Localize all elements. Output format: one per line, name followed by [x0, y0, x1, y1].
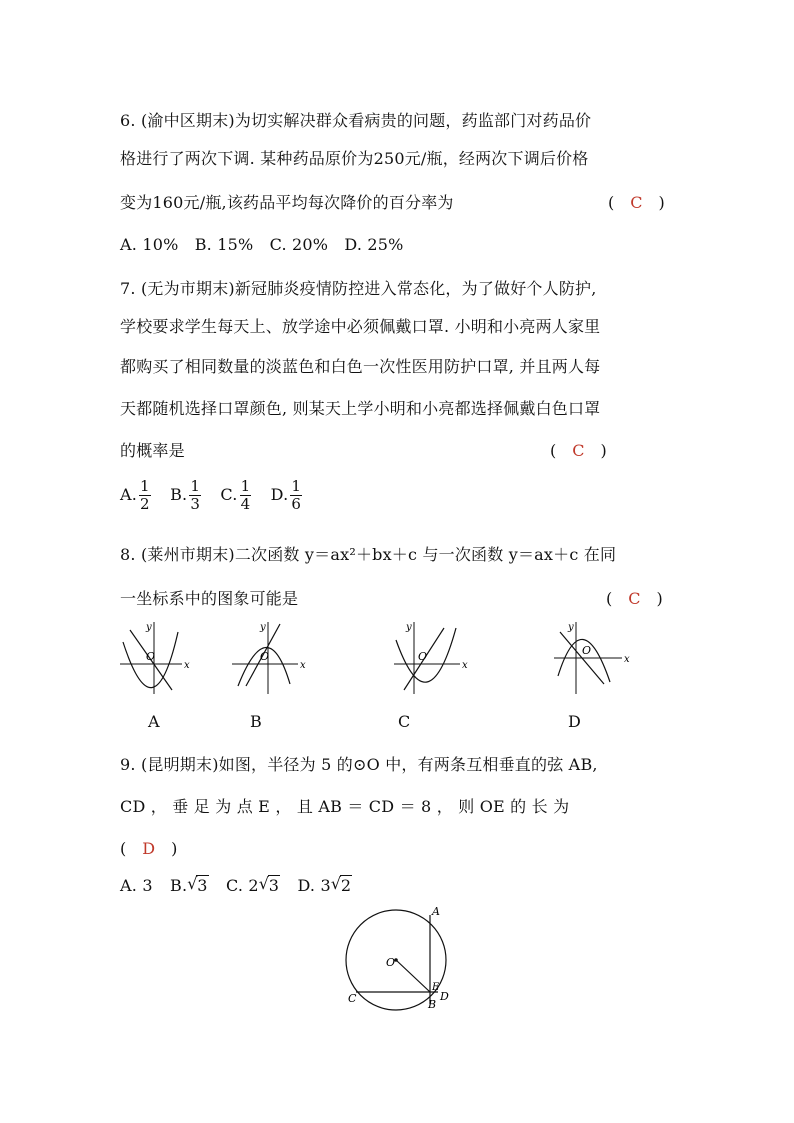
q7-option-d-label: D.	[270, 485, 289, 504]
q9-option-c	[226, 876, 280, 895]
fraction-numerator: 1	[190, 477, 201, 495]
q8-graph-c	[392, 618, 472, 696]
x-axis-label: x	[624, 654, 630, 665]
origin-label: O	[418, 650, 428, 663]
y-axis-label: y	[568, 622, 574, 633]
radicand: 3	[268, 876, 280, 895]
q8-graph-label-c: C	[398, 712, 411, 731]
q8-graph-label-a: A	[148, 712, 160, 731]
q7-options	[120, 478, 316, 513]
q7-line-4: 天都随机选择口罩颜色, 则某天上学小明和小亮都选择佩戴白色口罩	[120, 399, 601, 418]
q7-answer-letter: C	[572, 441, 585, 460]
point-c-label: C	[348, 992, 357, 1005]
fraction-denominator: 4	[240, 495, 251, 513]
q9-circle-figure	[334, 900, 458, 1012]
q7-answer: ( C )	[550, 441, 607, 460]
fraction-numerator: 1	[291, 477, 302, 495]
fraction-denominator: 2	[140, 495, 150, 513]
q8-graph-label-b: B	[250, 712, 262, 731]
q8-answer-letter: C	[628, 589, 641, 608]
x-axis-label: x	[462, 660, 468, 671]
q9-line-1: 9. (昆明期末)如图，半径为 5 的⊙O 中，有两条互相垂直的弦 AB,	[120, 755, 598, 774]
q8-graph-a	[118, 618, 198, 696]
x-axis-label: x	[184, 660, 190, 671]
q9-option-b	[170, 876, 209, 895]
q6-answer-letter: C	[630, 193, 643, 212]
sqrt-sign: √ 3	[258, 874, 280, 895]
fraction-denominator: 3	[190, 495, 201, 513]
q6-line-1: 6. (渝中区期末)为切实解决群众看病贵的问题，药监部门对药品价	[120, 111, 592, 130]
y-axis-label: y	[406, 622, 412, 633]
radicand: 2	[340, 876, 352, 895]
q8-graph-b	[230, 618, 310, 696]
q7-option-c	[220, 478, 253, 513]
point-b-label: B	[428, 998, 437, 1011]
x-axis-label: x	[300, 660, 306, 671]
q8-graph-label-d: D	[568, 712, 581, 731]
q7-line-5: 的概率是	[120, 441, 185, 460]
origin-label: O	[146, 650, 156, 663]
q7-option-c-label: C.	[220, 485, 238, 504]
q8-graph-d	[552, 618, 632, 696]
q7-option-b-fraction	[189, 478, 201, 513]
fraction-denominator: 6	[291, 495, 302, 513]
origin-label: O	[582, 644, 592, 657]
q7-option-a-label: A.	[120, 485, 138, 504]
q9-answer: ( D )	[120, 839, 178, 858]
origin-label: O	[260, 650, 270, 663]
q7-line-3: 都购买了相同数量的淡蓝色和白色一次性医用防护口罩, 并且两人每	[120, 357, 601, 376]
q9-option-b-prefix: B.	[170, 876, 188, 895]
q7-line-2: 学校要求学生每天上、放学途中必须佩戴口罩. 小明和小亮两人家里	[120, 317, 601, 336]
q6-line-3: 变为160元/瓶,该药品平均每次降价的百分率为	[120, 193, 454, 212]
q8-line-1: 8. (莱州市期末)二次函数 y＝ax²＋bx＋c 与一次函数 y＝ax＋c 在同	[120, 545, 617, 564]
q7-option-a-fraction	[139, 478, 151, 513]
fraction-numerator: 1	[240, 477, 251, 495]
y-axis-label: y	[146, 622, 152, 633]
q9-options	[120, 876, 364, 895]
q8-answer: ( C )	[606, 589, 663, 608]
segment-oe	[396, 960, 430, 992]
radicand: 3	[197, 876, 208, 895]
q9-answer-letter: D	[142, 839, 156, 858]
q7-option-a	[120, 478, 153, 513]
q9-option-d	[297, 876, 352, 895]
sqrt-sign: √ 2	[330, 874, 352, 895]
point-d-label: D	[440, 990, 449, 1003]
y-axis-label: y	[260, 622, 266, 633]
fraction-numerator: 1	[140, 477, 150, 495]
q6-answer: ( C )	[608, 193, 665, 212]
q7-option-d-fraction	[290, 478, 302, 513]
q9-option-c-prefix: C. 2	[225, 876, 259, 895]
point-a-label: A	[432, 905, 440, 918]
q6-options: A. 10% B. 15% C. 20% D. 25%	[120, 235, 404, 254]
q9-option-a: A. 3	[120, 876, 153, 895]
q7-option-b-label: B.	[170, 485, 188, 504]
point-e-label: E	[432, 982, 440, 993]
q8-line-2: 一坐标系中的图象可能是	[120, 589, 299, 608]
q9-line-2: CD ， 垂 足 为 点 E ， 且 AB ＝ CD ＝ 8 ， 则 OE 的 长 为	[120, 797, 570, 816]
q7-option-c-fraction	[240, 478, 252, 513]
q7-option-b	[170, 478, 203, 513]
q9-option-d-prefix: D. 3	[297, 876, 331, 895]
point-o-label: O	[386, 956, 396, 969]
q7-option-d	[271, 478, 305, 513]
q6-line-2: 格进行了两次下调. 某种药品原价为250元/瓶，经两次下调后价格	[120, 149, 589, 168]
sqrt-sign: √ 3	[187, 874, 208, 895]
q7-line-1: 7. (无为市期末)新冠肺炎疫情防控进入常态化，为了做好个人防护,	[120, 279, 597, 298]
